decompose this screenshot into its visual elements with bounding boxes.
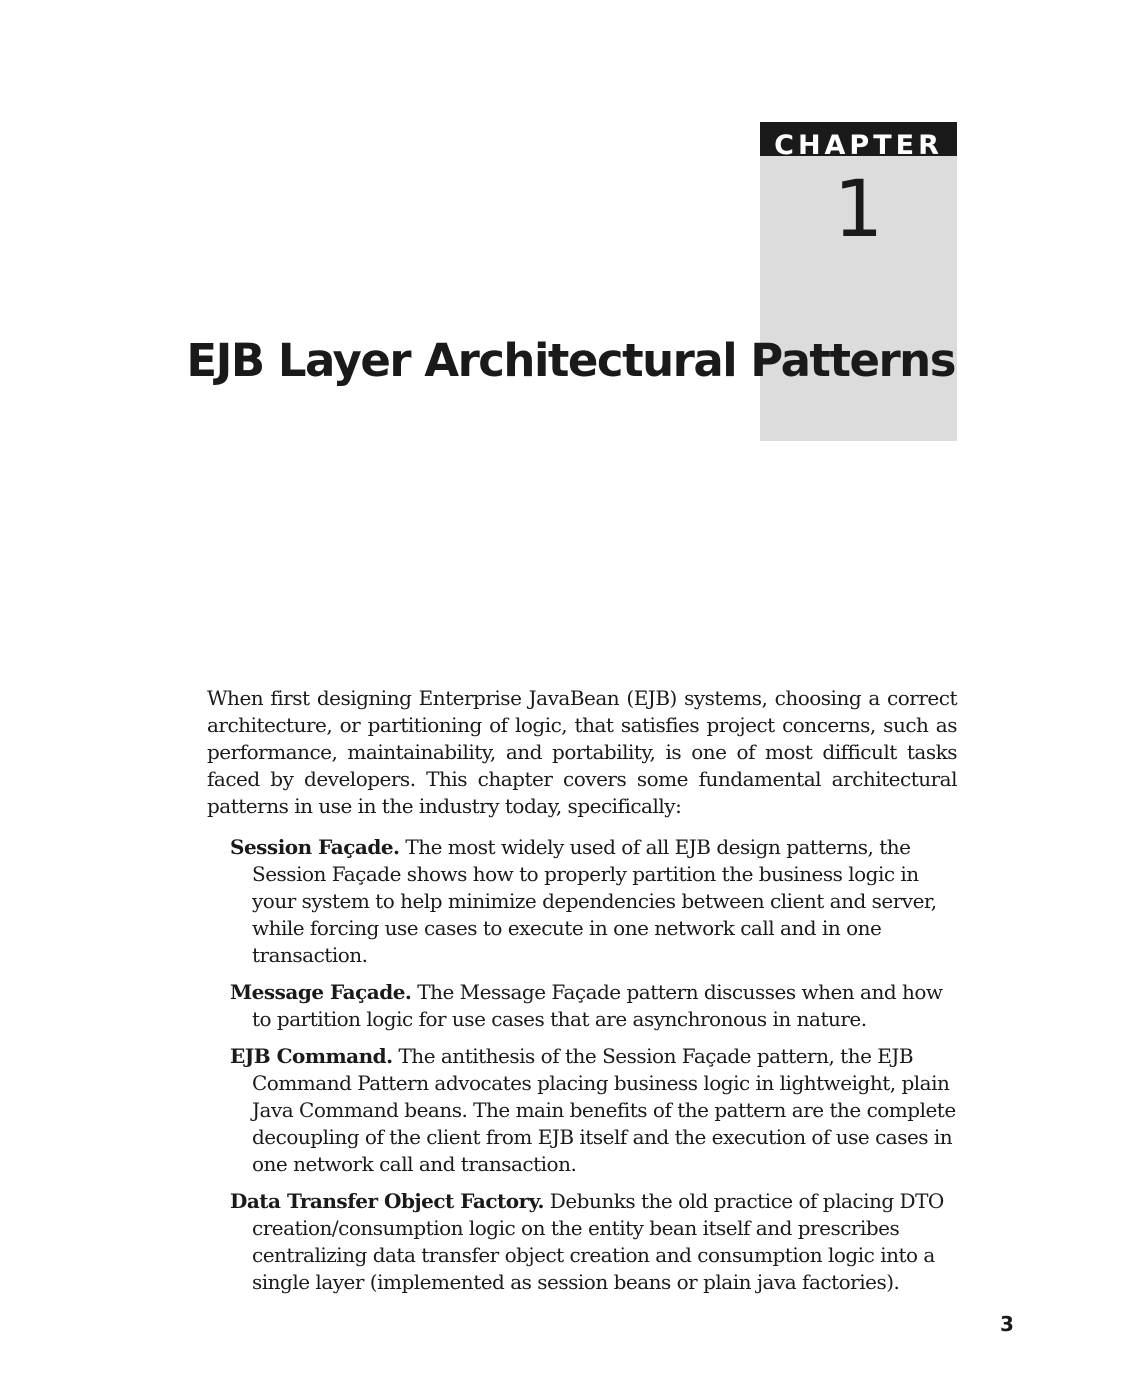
pattern-item-session-facade [230, 834, 957, 969]
chapter-title: EJB Layer Architectural Patterns [186, 334, 955, 387]
pattern-name: EJB Command. [230, 1044, 393, 1068]
pattern-description: The antithesis of the Session Façade pattern, the EJB Command Pattern advocates placing business logic in lightweight, plain Java Command beans. The main benefits of the pattern are the complete decoupling of the client from EJB itself and the execution of use cases in one network call and transaction. [252, 1044, 956, 1176]
pattern-item-message-facade [230, 979, 957, 1033]
pattern-item-dto-factory [230, 1188, 957, 1296]
chapter-label: CHAPTER [760, 122, 957, 156]
chapter-box [760, 122, 957, 441]
pattern-description: The Message Façade pattern discusses when and how to partition logic for use cases that are asynchronous in nature. [252, 980, 943, 1031]
page-number: 3 [1000, 1312, 1014, 1336]
pattern-item-ejb-command [230, 1043, 957, 1178]
pattern-list [230, 834, 957, 1306]
chapter-number: 1 [833, 165, 884, 255]
pattern-name: Data Transfer Object Factory. [230, 1189, 544, 1213]
pattern-description: Debunks the old practice of placing DTO creation/consumption logic on the entity bean itself and prescribes centralizing data transfer object creation and consumption logic into a single layer (implemented as session beans or plain java factories). [252, 1189, 944, 1294]
intro-paragraph: When first designing Enterprise JavaBean (EJB) systems, choosing a correct architecture, or partitioning of logic, that satisfies project concerns, such as performance, maintainability, and portability, is one of most difficult tasks faced by developers. This chapter covers some fundamental architectural patterns in use in the industry today, specifically: [207, 686, 957, 818]
pattern-name: Message Façade. [230, 980, 412, 1004]
pattern-name: Session Façade. [230, 835, 400, 859]
pattern-description: The most widely used of all EJB design patterns, the Session Façade shows how to properly partition the business logic in your system to help minimize dependencies between client and server, while forcing use cases to execute in one network call and in one transaction. [252, 835, 937, 967]
